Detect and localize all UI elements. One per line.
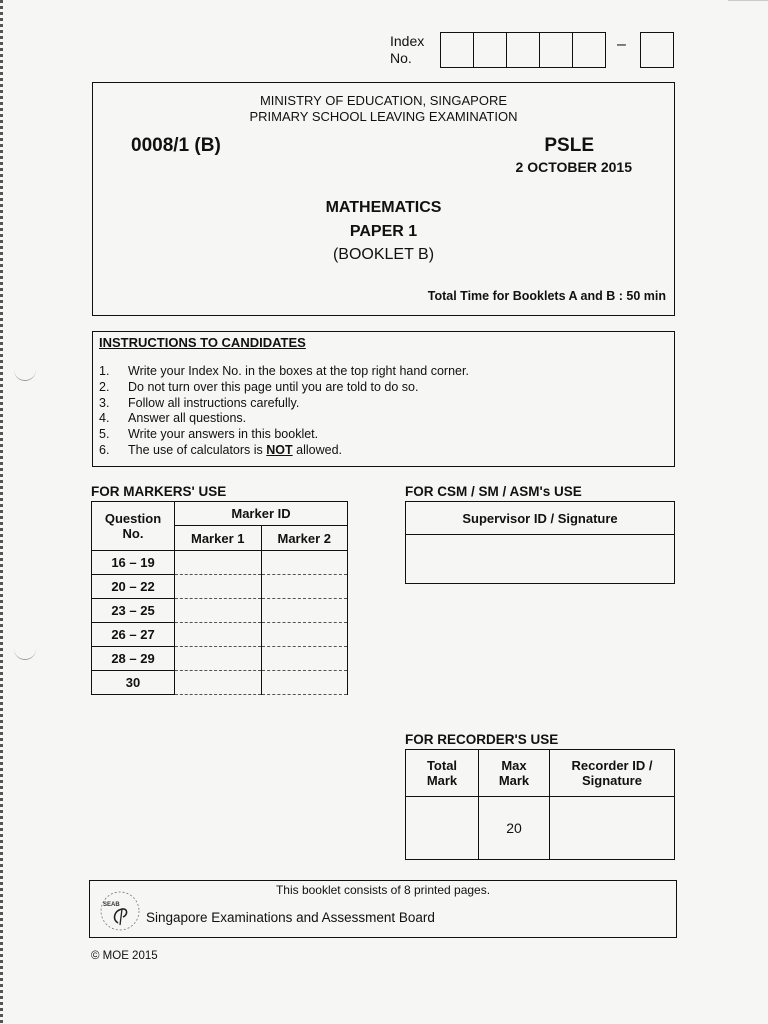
max-mark-value: 20 xyxy=(479,797,550,860)
index-label: Index No. xyxy=(390,33,425,66)
exam-header xyxy=(92,82,675,316)
question-range: 26 – 27 xyxy=(92,623,175,647)
instructions-box xyxy=(92,331,675,467)
board-name: Singapore Examinations and Assessment Board xyxy=(146,910,435,925)
subject-title: MATHEMATICS xyxy=(325,199,442,216)
table-row xyxy=(92,599,348,623)
marker2-cell[interactable] xyxy=(261,551,348,575)
instruction-item: 2. Do not turn over this page until you are told to do so. xyxy=(99,379,419,394)
instruction-item: 3. Follow all instructions carefully. xyxy=(99,395,300,410)
supervisor-header: Supervisor ID / Signature xyxy=(406,502,675,535)
marker2-cell[interactable] xyxy=(261,623,348,647)
exam-date: 2 OCTOBER 2015 xyxy=(515,159,632,175)
punch-hole-mark xyxy=(14,366,36,381)
markers-table xyxy=(91,501,348,695)
marker1-cell[interactable] xyxy=(175,599,262,623)
index-digit-box[interactable] xyxy=(474,33,507,67)
index-digit-box[interactable] xyxy=(441,33,474,67)
marker2-cell[interactable] xyxy=(261,647,348,671)
supervisor-signature-cell[interactable] xyxy=(406,535,675,584)
marker1-cell[interactable] xyxy=(175,623,262,647)
page-count-note: This booklet consists of 8 printed pages. xyxy=(275,883,491,897)
ministry-heading: MINISTRY OF EDUCATION, SINGAPORE PRIMARY SCHOOL LEAVING EXAMINATION xyxy=(249,93,518,124)
footer-box xyxy=(89,880,677,938)
recorder-table xyxy=(405,749,675,860)
recorder-signature-cell[interactable] xyxy=(550,797,675,860)
total-mark-header: Total Mark xyxy=(406,750,479,797)
marker2-header: Marker 2 xyxy=(261,526,348,551)
instruction-item: 1. Write your Index No. in the boxes at the top right hand corner. xyxy=(99,364,469,378)
instructions-title: INSTRUCTIONS TO CANDIDATES xyxy=(99,335,306,350)
paper-code: 0008/1 (B) xyxy=(131,135,221,156)
question-range: 30 xyxy=(92,671,175,695)
question-range: 16 – 19 xyxy=(92,551,175,575)
seab-logo-icon xyxy=(98,889,142,933)
total-mark-cell[interactable] xyxy=(406,797,479,860)
marker1-cell[interactable] xyxy=(175,551,262,575)
booklet-title: (BOOKLET B) xyxy=(332,246,435,263)
index-digit-box[interactable] xyxy=(507,33,540,67)
table-row xyxy=(92,647,348,671)
markers-title: FOR MARKERS' USE xyxy=(91,484,227,499)
instructions-list xyxy=(99,364,469,459)
index-dash: – xyxy=(617,36,626,53)
instruction-item: 4. Answer all questions. xyxy=(99,411,247,426)
svg-text:SEAB: SEAB xyxy=(103,902,120,908)
table-row xyxy=(92,671,348,695)
recorder-title: FOR RECORDER'S USE xyxy=(405,732,559,747)
table-row xyxy=(92,623,348,647)
corner-mark xyxy=(728,0,768,1)
index-digit-box[interactable] xyxy=(540,33,573,67)
total-time: Total Time for Booklets A and B : 50 min xyxy=(427,289,666,303)
question-range: 28 – 29 xyxy=(92,647,175,671)
index-number-boxes[interactable] xyxy=(440,32,606,68)
question-range: 20 – 22 xyxy=(92,575,175,599)
instruction-item: 6. The use of calculators is NOT allowed. xyxy=(99,442,342,457)
table-row xyxy=(92,575,348,599)
marker-id-header: Marker ID xyxy=(175,502,348,526)
marker2-cell[interactable] xyxy=(261,599,348,623)
punch-hole-mark xyxy=(14,645,36,660)
max-mark-header: Max Mark xyxy=(479,750,550,797)
paper-title: PAPER 1 xyxy=(349,223,418,240)
exam-acronym: PSLE xyxy=(544,135,594,156)
instruction-emphasis: NOT xyxy=(266,442,293,457)
supervisor-table xyxy=(405,501,675,584)
marker1-cell[interactable] xyxy=(175,671,262,695)
recorder-id-header: Recorder ID / Signature xyxy=(550,750,675,797)
marker2-cell[interactable] xyxy=(261,671,348,695)
marker1-header: Marker 1 xyxy=(175,526,262,551)
supervisor-title: FOR CSM / SM / ASM's USE xyxy=(405,484,582,499)
marker2-cell[interactable] xyxy=(261,575,348,599)
marker1-cell[interactable] xyxy=(175,647,262,671)
question-range: 23 – 25 xyxy=(92,599,175,623)
instruction-item: 5. Write your answers in this booklet. xyxy=(99,427,319,442)
index-digit-box[interactable] xyxy=(573,33,605,67)
table-row xyxy=(92,551,348,575)
index-suffix-box[interactable] xyxy=(640,32,674,68)
question-no-header: Question No. xyxy=(92,502,175,551)
binding-edge xyxy=(0,0,3,1024)
marker1-cell[interactable] xyxy=(175,575,262,599)
copyright: © MOE 2015 xyxy=(91,950,158,962)
